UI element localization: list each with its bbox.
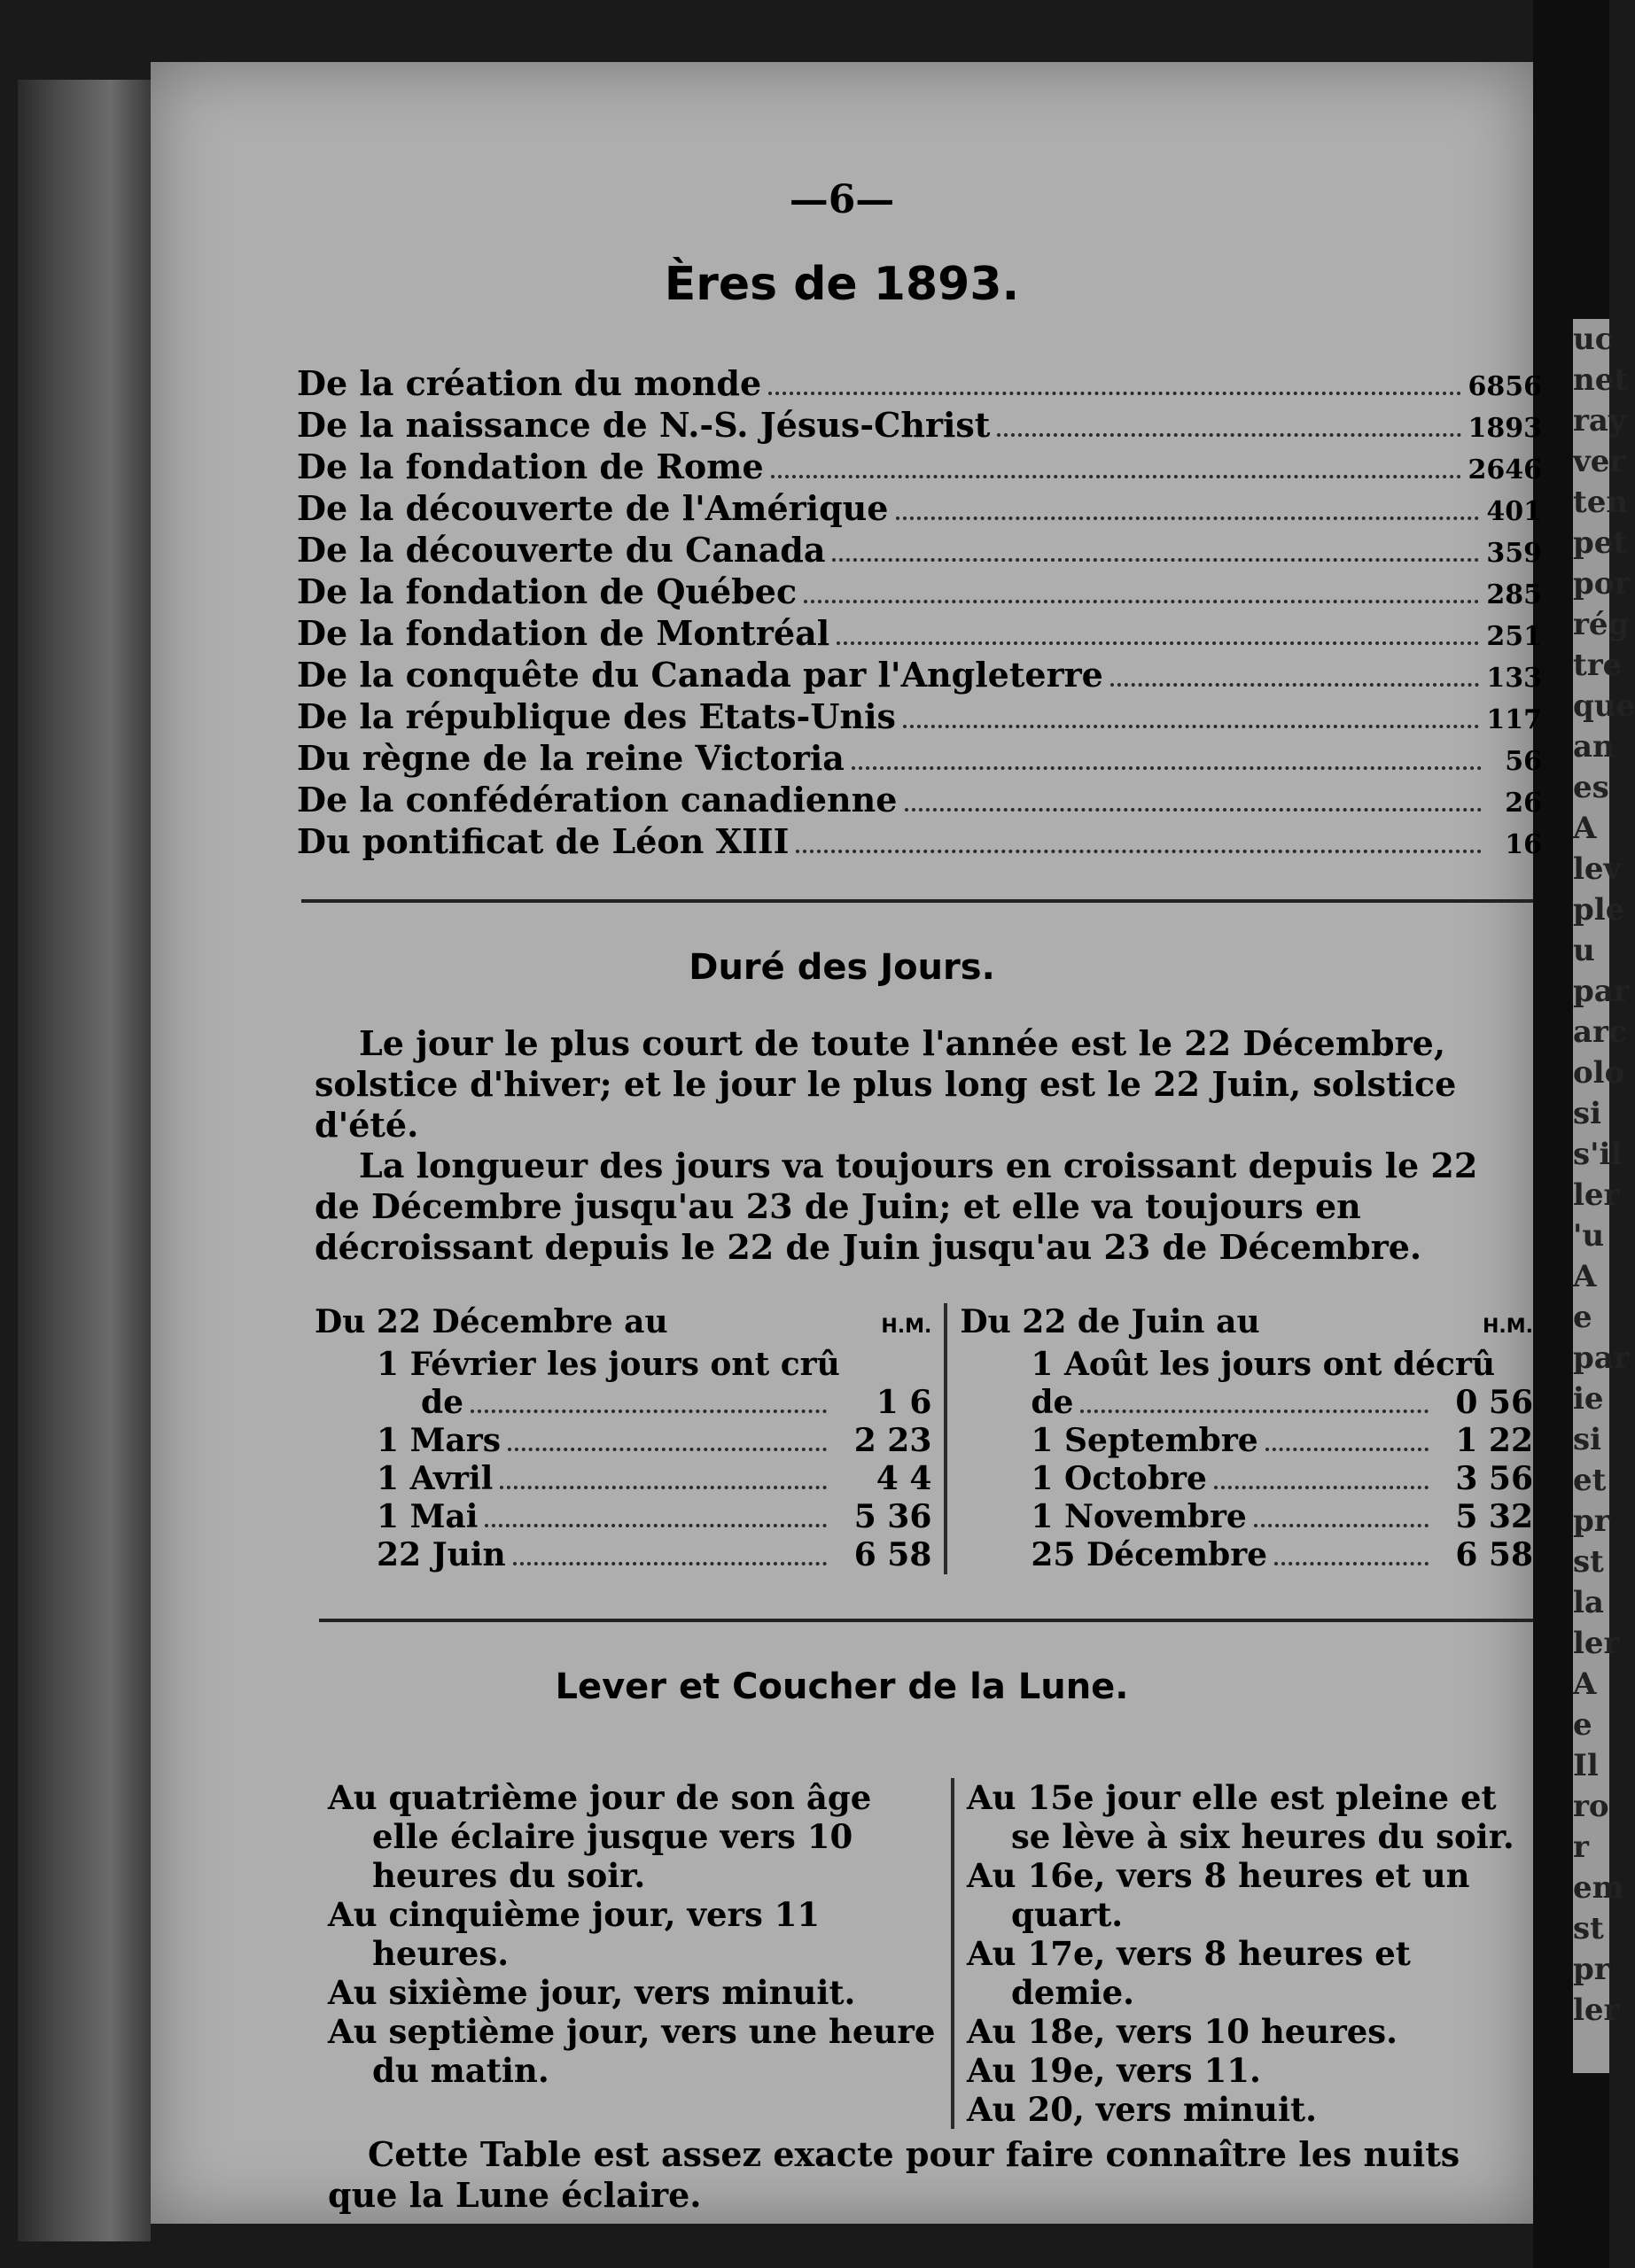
row-label: De la découverte de l'Amérique xyxy=(297,488,889,528)
fragment-text: em xyxy=(1573,1870,1624,1906)
fragment-text: e xyxy=(1573,1300,1592,1335)
sub-heading: 1 Août les jours ont décrû xyxy=(1031,1346,1496,1383)
row-value: 2646 xyxy=(1468,454,1542,485)
fragment-text: olo xyxy=(1573,1055,1625,1091)
row-value: 1893 xyxy=(1468,413,1542,444)
table-row xyxy=(315,1498,931,1536)
row-label: De la république des Etats-Unis xyxy=(297,696,896,736)
right-column xyxy=(947,1303,1533,1574)
dot-leader xyxy=(837,633,1479,645)
row-label: Du règne de la reine Victoria xyxy=(297,738,845,778)
row-value: 401 xyxy=(1486,496,1542,527)
dot-leader xyxy=(1274,1553,1429,1565)
fragment-text: A xyxy=(1573,1666,1597,1702)
row-value: 0 56 xyxy=(1455,1384,1533,1421)
dot-leader xyxy=(1110,674,1480,687)
column-header: Du 22 Décembre au H.M. xyxy=(315,1303,931,1346)
row-value: 1 6 xyxy=(876,1384,932,1421)
fragment-text: ten xyxy=(1573,485,1629,520)
moon-entry: Au sixième jour, vers minuit. xyxy=(328,1973,856,2012)
moon-entry: Au quatrième jour de son âge elle éclaire jusque vers 10 heures du soir. xyxy=(328,1778,872,1895)
dot-leader xyxy=(1080,1401,1429,1413)
fragment-text: rég xyxy=(1573,607,1630,642)
table-row xyxy=(960,1422,1533,1460)
page-content xyxy=(151,106,1542,2216)
fragment-text: r xyxy=(1573,1829,1589,1865)
fragment-text: par xyxy=(1573,974,1630,1009)
fragment-text: lev xyxy=(1573,851,1622,887)
moon-left-column xyxy=(328,1778,954,2129)
dot-leader xyxy=(832,549,1479,562)
closing-paragraph: Cette Table est assez exacte pour faire connaître les nuits que la Lune éclaire. xyxy=(328,2134,1460,2215)
row-label: De la fondation de Québec xyxy=(297,571,798,611)
fragment-text: es xyxy=(1573,770,1609,805)
fragment-text: s'il xyxy=(1573,1137,1623,1172)
dot-leader xyxy=(768,383,1460,395)
row-value: 6 58 xyxy=(1455,1536,1533,1573)
moon-entry: Au cinquième jour, vers 11 heures. xyxy=(328,1895,821,1973)
row-value: 6 58 xyxy=(853,1536,932,1573)
paragraph: La longueur des jours va toujours en croissant depuis le 22 de Décembre jusqu'au 23 de Juin; et elle va toujours en décroissant depuis le 22 de Juin jusqu'au 23 de Décembre. xyxy=(315,1146,1478,1267)
dot-leader xyxy=(997,424,1460,437)
fragment-text: ple xyxy=(1573,892,1625,928)
row-value: 4 4 xyxy=(876,1460,932,1497)
fragment-text: la xyxy=(1573,1585,1604,1620)
dot-leader xyxy=(471,1401,827,1413)
row-label: De la découverte du Canada xyxy=(297,530,826,570)
row-label: 22 Juin xyxy=(377,1536,506,1573)
row-value: 5 36 xyxy=(853,1498,932,1535)
row-label: 25 Décembre xyxy=(1031,1536,1268,1573)
row-value: 3 56 xyxy=(1455,1460,1533,1497)
fragment-text: arc xyxy=(1573,1014,1627,1050)
row-label: De la confédération canadienne xyxy=(297,780,898,819)
row-value: 285 xyxy=(1486,579,1542,610)
table-row xyxy=(297,489,1542,531)
fragment-text: st xyxy=(1573,1544,1604,1580)
row-value: 56 xyxy=(1505,746,1542,777)
moon-entry: Au septième jour, vers une heure du matin. xyxy=(328,2012,936,2090)
row-value: 133 xyxy=(1486,663,1542,694)
fragment-text: an xyxy=(1573,729,1615,765)
row-label: De la fondation de Rome xyxy=(297,447,764,486)
row-value: 1 22 xyxy=(1455,1422,1533,1459)
table-row xyxy=(297,572,1542,614)
page-title: Ères de 1893. xyxy=(664,258,1020,311)
row-value: 359 xyxy=(1486,538,1542,569)
dot-leader xyxy=(852,757,1482,770)
fragment-text: tre xyxy=(1573,648,1623,683)
row-label: 1 Mars xyxy=(377,1422,501,1459)
fragment-text: e xyxy=(1573,1707,1592,1743)
row-label: Du pontificat de Léon XIII xyxy=(297,821,790,861)
day-length-table xyxy=(315,1303,1533,1574)
fragment-text: ler xyxy=(1573,1992,1620,2028)
dot-leader xyxy=(896,508,1480,520)
dot-leader xyxy=(508,1439,827,1451)
fragment-text: u xyxy=(1573,933,1595,968)
moon-entry: Au 20, vers minuit. xyxy=(966,2090,1317,2129)
table-row xyxy=(297,822,1542,864)
fragment-text: ler xyxy=(1573,1177,1620,1213)
dot-leader xyxy=(903,716,1479,728)
row-label: 1 Novembre xyxy=(1031,1498,1247,1535)
fragment-text: et xyxy=(1573,1463,1607,1498)
moon-entry: Au 19e, vers 11. xyxy=(966,2051,1261,2090)
fragment-text: ro xyxy=(1573,1789,1609,1824)
fragment-text: uc xyxy=(1573,322,1614,357)
table-row xyxy=(960,1498,1533,1536)
fragment-text: net xyxy=(1573,362,1629,398)
table-row xyxy=(315,1460,931,1498)
row-value: 26 xyxy=(1505,788,1542,819)
hm-label: H.M. xyxy=(1482,1316,1533,1338)
table-row xyxy=(315,1536,931,1574)
fragment-text: pr xyxy=(1573,1503,1610,1539)
page-number: —6— xyxy=(789,177,895,222)
dot-leader xyxy=(771,466,1461,478)
fragment-text: pet xyxy=(1573,525,1628,561)
row-label: De la naissance de N.-S. Jésus-Christ xyxy=(297,405,991,445)
left-column xyxy=(315,1303,947,1574)
column-header: Du 22 de Juin au H.M. xyxy=(960,1303,1533,1346)
row-label: de xyxy=(1031,1384,1074,1421)
dot-leader xyxy=(804,591,1479,603)
fragment-text: si xyxy=(1573,1096,1602,1131)
dot-leader xyxy=(1265,1439,1429,1451)
row-label: 1 Avril xyxy=(377,1460,494,1497)
dot-leader xyxy=(1214,1477,1429,1489)
table-row xyxy=(297,531,1542,572)
table-row xyxy=(297,697,1542,739)
table-row xyxy=(297,447,1542,489)
row-label: De la fondation de Montréal xyxy=(297,613,830,653)
dot-leader xyxy=(905,799,1483,812)
section-title-lune: Lever et Coucher de la Lune. xyxy=(555,1666,1129,1707)
table-row xyxy=(960,1460,1533,1498)
moon-entry: Au 18e, vers 10 heures. xyxy=(966,2012,1398,2051)
row-label: 1 Octobre xyxy=(1031,1460,1207,1497)
fragment-text: por xyxy=(1573,566,1631,602)
fragment-text: ver xyxy=(1573,444,1626,479)
moon-table xyxy=(328,1778,1533,2129)
row-label: 1 Mai xyxy=(377,1498,479,1535)
facing-page-fragment xyxy=(1573,319,1635,2073)
row-value: 16 xyxy=(1505,829,1542,860)
fragment-text: A xyxy=(1573,1259,1597,1294)
moon-entry: Au 17e, vers 8 heures et demie. xyxy=(966,1934,1411,2012)
sub-heading: 1 Février les jours ont crû xyxy=(377,1346,840,1383)
table-row xyxy=(297,364,1542,406)
fragment-text: st xyxy=(1573,1911,1604,1946)
fragment-text: si xyxy=(1573,1422,1602,1457)
row-value: 6856 xyxy=(1468,371,1542,402)
table-row xyxy=(297,781,1542,822)
dot-leader xyxy=(513,1553,828,1565)
dot-leader xyxy=(485,1515,827,1527)
row-value: 251 xyxy=(1486,621,1542,652)
fragment-text: Il xyxy=(1573,1748,1599,1783)
fragment-text: ler xyxy=(1573,1626,1620,1661)
hm-label: H.M. xyxy=(881,1316,932,1338)
paragraph: Le jour le plus court de toute l'année est le 22 Décembre, solstice d'hiver; et le jour le plus long est le 22 Juin, solstice d'été. xyxy=(315,1023,1457,1145)
table-row xyxy=(297,614,1542,656)
row-label: 1 Septembre xyxy=(1031,1422,1258,1459)
dot-leader xyxy=(500,1477,827,1489)
dot-leader xyxy=(1254,1515,1429,1527)
fragment-text: 'u xyxy=(1573,1218,1605,1254)
fragment-text: A xyxy=(1573,811,1597,846)
table-row xyxy=(315,1384,931,1422)
row-label: de xyxy=(421,1384,464,1421)
table-row xyxy=(297,406,1542,447)
fragment-text: ie xyxy=(1573,1381,1604,1417)
row-label: De la création du monde xyxy=(297,363,762,403)
moon-entry: Au 15e jour elle est pleine et se lève à six heures du soir. xyxy=(966,1778,1514,1856)
row-value: 117 xyxy=(1486,704,1542,735)
fragment-text: ray xyxy=(1573,403,1626,439)
fragment-text: pr xyxy=(1573,1952,1610,1987)
fragment-text: que xyxy=(1573,688,1635,724)
table-row xyxy=(297,739,1542,781)
table-row xyxy=(960,1384,1533,1422)
divider xyxy=(319,1619,1533,1622)
table-row xyxy=(960,1536,1533,1574)
row-label: De la conquête du Canada par l'Angleterre xyxy=(297,655,1103,695)
dot-leader xyxy=(796,841,1482,853)
divider xyxy=(301,899,1533,903)
fragment-text: par xyxy=(1573,1340,1630,1376)
section-title-duree: Duré des Jours. xyxy=(689,947,995,988)
table-row xyxy=(315,1422,931,1460)
moon-entry: Au 16e, vers 8 heures et un quart. xyxy=(966,1856,1470,1934)
book-spine xyxy=(18,80,151,2241)
row-value: 5 32 xyxy=(1455,1498,1533,1535)
eras-table xyxy=(297,364,1542,864)
moon-right-column xyxy=(954,1778,1533,2129)
row-value: 2 23 xyxy=(853,1422,932,1459)
table-row xyxy=(297,656,1542,697)
